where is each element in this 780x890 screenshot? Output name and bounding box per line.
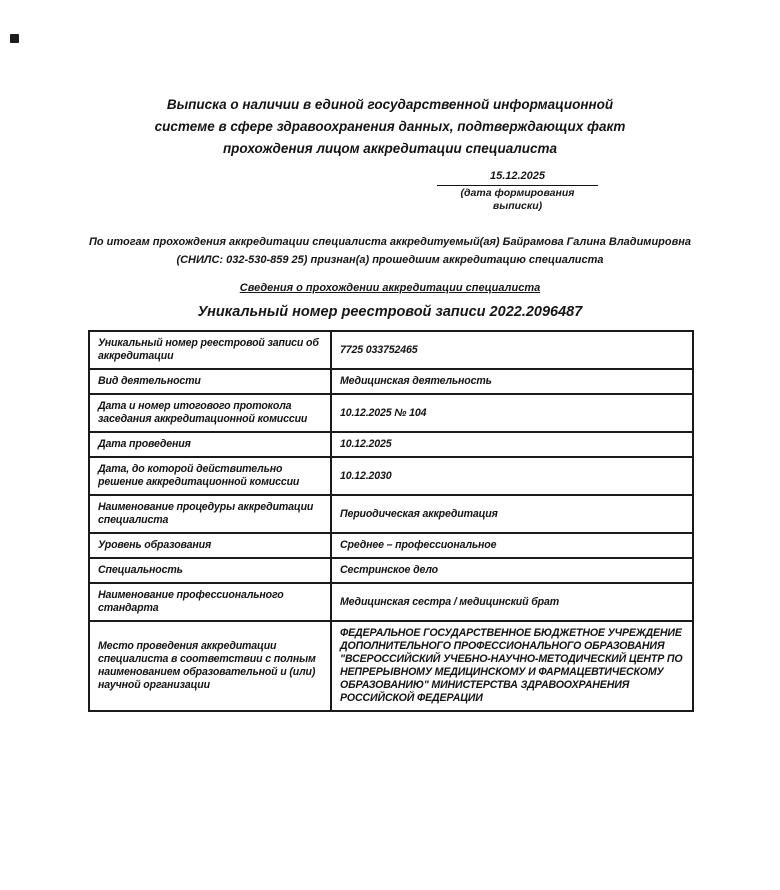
row-value: Среднее – профессиональное bbox=[331, 533, 693, 558]
row-label: Уникальный номер реестровой записи об аккредитации bbox=[89, 331, 331, 369]
table-row bbox=[89, 394, 693, 432]
row-value: Сестринское дело bbox=[331, 558, 693, 583]
table-row bbox=[89, 369, 693, 394]
registry-number-heading: Уникальный номер реестровой записи 2022.2096487 bbox=[197, 304, 583, 320]
row-value: 10.12.2030 bbox=[331, 457, 693, 495]
row-value: ФЕДЕРАЛЬНОЕ ГОСУДАРСТВЕННОЕ БЮДЖЕТНОЕ УЧРЕЖДЕНИЕ ДОПОЛНИТЕЛЬНОГО ПРОФЕССИОНАЛЬНОГО ОБРАЗОВАНИЯ "ВСЕРОССИЙСКИЙ УЧЕБНО-НАУЧНО-МЕТОДИЧЕСКИЙ ЦЕНТР ПО НЕПРЕРЫВНОМУ МЕДИЦИНСКОМУ И ФАРМАЦЕВТИЧЕСКОМУ ОБРАЗОВАНИЮ" МИНИСТЕРСТВА ЗДРАВООХРАНЕНИЯ РОССИЙСКОЙ ФЕДЕРАЦИИ bbox=[331, 621, 693, 711]
summary-paragraph: По итогам прохождения аккредитации специалиста аккредитуемый(ая) Байрамова Галина Владимировна (СНИЛС: 032-530-859 25) признан(а) прошедшим аккредитацию специалиста bbox=[88, 236, 692, 266]
table-row bbox=[89, 495, 693, 533]
issue-date-caption: (дата формирования выписки) bbox=[460, 187, 575, 212]
row-label: Дата проведения bbox=[89, 432, 331, 457]
table-row bbox=[89, 621, 693, 711]
table-row bbox=[89, 432, 693, 457]
row-value: Периодическая аккредитация bbox=[331, 495, 693, 533]
row-value: 10.12.2025 bbox=[331, 432, 693, 457]
table-row bbox=[89, 583, 693, 621]
row-label: Вид деятельности bbox=[89, 369, 331, 394]
accreditation-table bbox=[88, 330, 694, 712]
issue-date-value: 15.12.2025 bbox=[437, 170, 598, 186]
row-label: Наименование профессионального стандарта bbox=[89, 583, 331, 621]
row-label: Уровень образования bbox=[89, 533, 331, 558]
row-label: Специальность bbox=[89, 558, 331, 583]
row-label: Место проведения аккредитации специалиста в соответствии с полным наименованием образовательной и (или) научной организации bbox=[89, 621, 331, 711]
row-label: Наименование процедуры аккредитации специалиста bbox=[89, 495, 331, 533]
issue-date-block bbox=[437, 170, 598, 213]
table-row bbox=[89, 533, 693, 558]
table-row bbox=[89, 558, 693, 583]
row-value: Медицинская деятельность bbox=[331, 369, 693, 394]
row-value: 7725 033752465 bbox=[331, 331, 693, 369]
row-label: Дата и номер итогового протокола заседания аккредитационной комиссии bbox=[89, 394, 331, 432]
section-heading: Сведения о прохождении аккредитации специалиста bbox=[239, 282, 541, 294]
scan-artifact-mark bbox=[10, 34, 19, 43]
row-value: 10.12.2025 № 104 bbox=[331, 394, 693, 432]
table-row bbox=[89, 331, 693, 369]
document-title: Выписка о наличии в единой государственной информационной системе в сфере здравоохранения данных, подтверждающих факт прохождения лицом аккредитации специалиста bbox=[154, 97, 626, 156]
table-row bbox=[89, 457, 693, 495]
row-value: Медицинская сестра / медицинский брат bbox=[331, 583, 693, 621]
accreditation-table-body bbox=[89, 331, 693, 711]
row-label: Дата, до которой действительно решение аккредитационной комиссии bbox=[89, 457, 331, 495]
